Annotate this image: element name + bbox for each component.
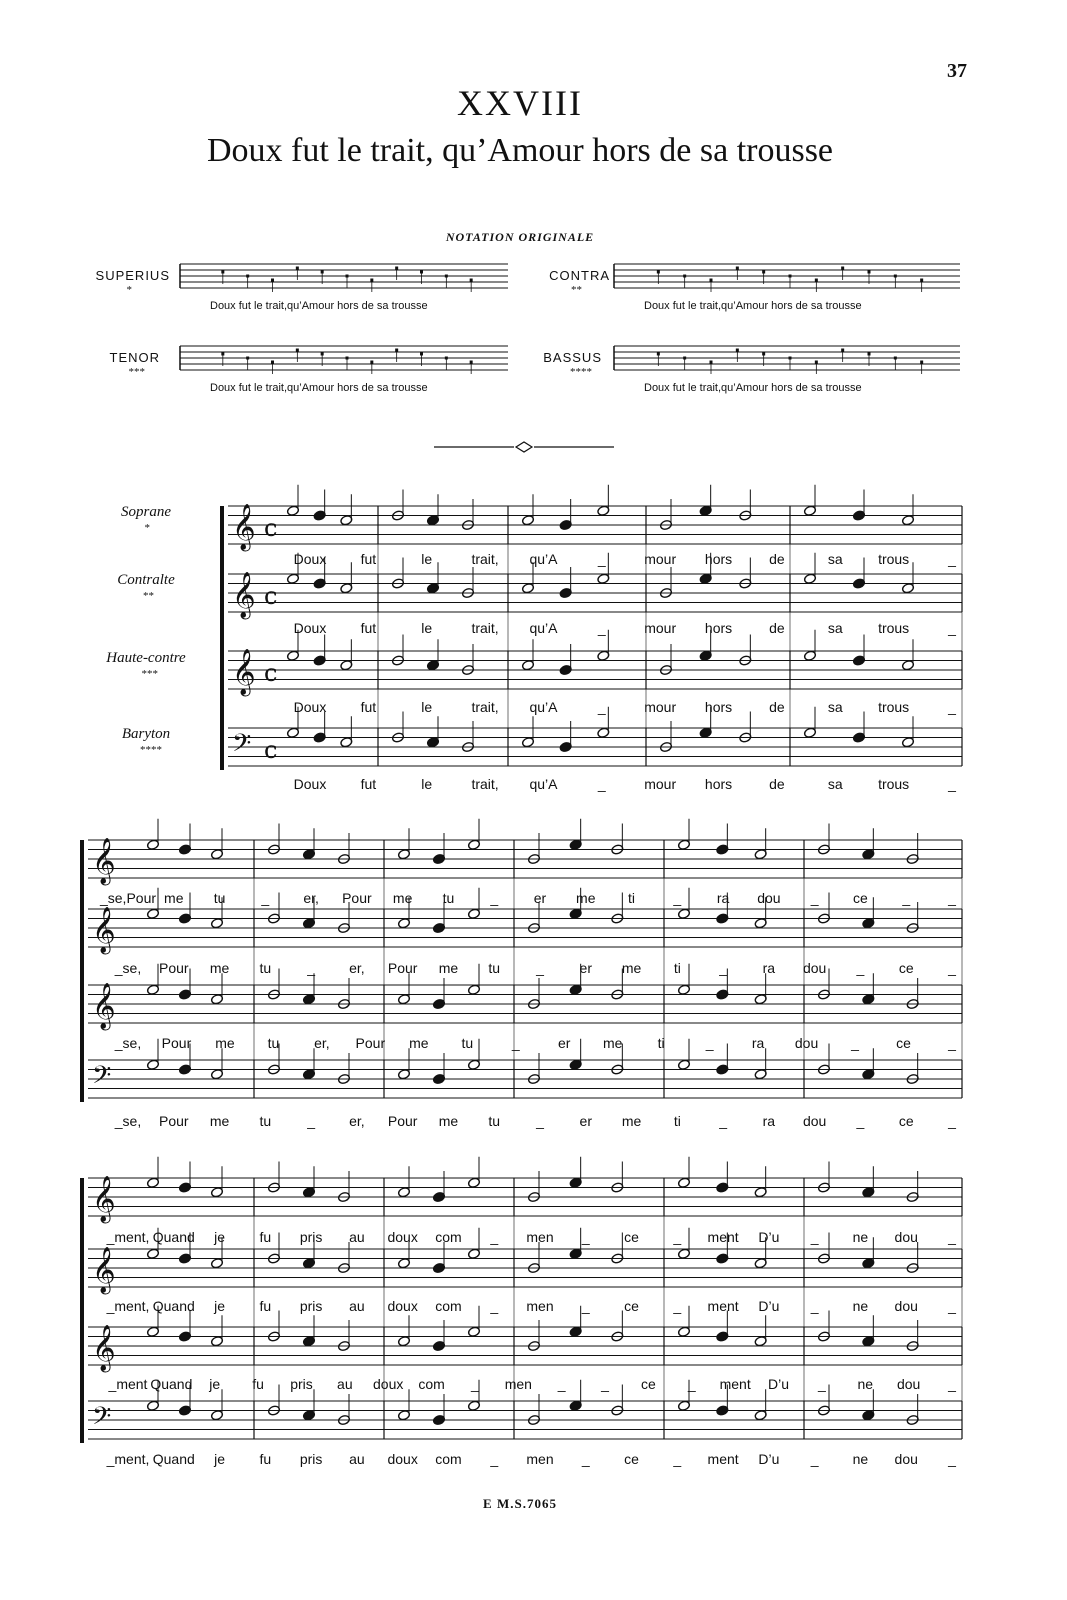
- page-number: 37: [947, 60, 967, 82]
- lyric-syllable: _: [581, 1298, 590, 1314]
- lyric-syllable: fu: [252, 1376, 264, 1392]
- lyric-syllable: hors: [704, 620, 733, 636]
- lyric-syllable: men: [526, 1298, 554, 1314]
- lyric-syllable: trous: [878, 620, 910, 636]
- lyric-syllable: tu: [213, 890, 226, 906]
- voice-stars-haute-contre: ***: [141, 668, 158, 680]
- incipit-stars-bassus: ****: [570, 366, 592, 378]
- lyric-syllable: _: [673, 1298, 682, 1314]
- time-signature: c: [264, 582, 278, 610]
- lyric-syllable: _: [581, 1451, 590, 1467]
- lyric-syllable: tu: [488, 960, 501, 976]
- lyric-syllable: _ment,: [106, 1298, 150, 1314]
- lyric-syllable: ce: [898, 960, 914, 976]
- lyric-syllable: _ment: [108, 1376, 148, 1392]
- lyric-syllable: Pour: [161, 1035, 192, 1051]
- lyric-syllable: Pour: [387, 1113, 418, 1129]
- voice-label-baryton: Baryton: [121, 726, 171, 742]
- lyric-syllable: hors: [704, 776, 733, 792]
- lyric-syllable: ment: [719, 1376, 751, 1392]
- lyric-syllable: _: [511, 1035, 520, 1051]
- lyric-syllable: er: [579, 960, 592, 976]
- lyric-syllable: me: [438, 1113, 459, 1129]
- lyric-syllable: au: [349, 1298, 365, 1314]
- lyric-syllable: pris: [290, 1376, 313, 1392]
- incipit-label-bassus: BASSUS: [543, 350, 602, 365]
- treble-clef: 𝄞: [92, 1247, 116, 1293]
- lyric-syllable: tu: [442, 890, 455, 906]
- lyric-syllable: ti: [673, 1113, 681, 1129]
- lyric-syllable: er,: [349, 960, 365, 976]
- incipit-stars-superius: *: [126, 284, 132, 296]
- incipit-label-tenor: TENOR: [109, 350, 160, 365]
- time-signature: c: [264, 736, 278, 764]
- lyric-syllable: mour: [644, 620, 677, 636]
- lyric-syllable: _: [948, 1113, 956, 1129]
- lyric-syllable: Doux: [293, 551, 327, 567]
- lyric-syllable: er: [533, 890, 547, 906]
- lyric-syllable: mour: [644, 776, 677, 792]
- lyric-syllable: _: [856, 1113, 865, 1129]
- treble-clef: 𝄞: [232, 504, 256, 550]
- lyric-syllable: _: [948, 620, 956, 636]
- lyric-syllable: _: [705, 1035, 714, 1051]
- lyric-syllable: er,: [314, 1035, 330, 1051]
- lyric-syllable: _ment,: [106, 1451, 150, 1467]
- lyric-syllable: trait,: [471, 551, 499, 567]
- lyric-syllable: _: [948, 699, 956, 715]
- lyric-syllable: _: [307, 960, 316, 976]
- voice-label-contralte: Contralte: [117, 572, 175, 588]
- lyric-syllable: dou: [794, 1035, 819, 1051]
- lyric-syllable: men: [526, 1451, 554, 1467]
- voice-label-haute-contre: Haute-contre: [106, 650, 186, 666]
- lyric-syllable: ti: [628, 890, 636, 906]
- publisher-code: E M.S.7065: [483, 1496, 557, 1511]
- lyric-syllable: mour: [644, 699, 677, 715]
- lyric-syllable: _: [597, 551, 606, 567]
- incipit-text-tenor: Doux fut le trait,qu’Amour hors de sa trousse: [210, 382, 428, 394]
- lyric-syllable: _se,: [114, 960, 142, 976]
- incipit-text-bassus: Doux fut le trait,qu’Amour hors de sa trousse: [644, 382, 862, 394]
- lyric-syllable: de: [769, 699, 785, 715]
- lyric-syllable: au: [349, 1229, 365, 1245]
- lyric-syllable: sa: [827, 551, 843, 567]
- lyric-syllable: com: [418, 1376, 445, 1392]
- lyric-syllable: _: [557, 1376, 566, 1392]
- lyric-syllable: doux: [387, 1451, 418, 1467]
- treble-clef: 𝄞: [232, 649, 256, 695]
- lyric-syllable: ra: [751, 1035, 765, 1051]
- lyric-syllable: ce: [896, 1035, 911, 1051]
- lyric-syllable: _: [810, 890, 819, 906]
- lyric-syllable: fut: [360, 776, 377, 792]
- lyric-syllable: pris: [299, 1451, 323, 1467]
- bass-clef: 𝄢: [92, 1061, 112, 1096]
- lyric-syllable: _: [856, 960, 865, 976]
- lyric-syllable: fu: [259, 1451, 272, 1467]
- lyric-syllable: ce: [624, 1451, 639, 1467]
- lyric-syllable: _: [810, 1229, 819, 1245]
- lyric-syllable: dou: [894, 1298, 918, 1314]
- lyric-syllable: me: [209, 960, 230, 976]
- incipit-text-contra: Doux fut le trait,qu’Amour hors de sa trousse: [644, 300, 862, 312]
- treble-clef: 𝄞: [92, 1176, 116, 1222]
- lyric-syllable: fut: [360, 551, 377, 567]
- lyric-syllable: Pour: [342, 890, 372, 906]
- lyric-syllable: fu: [259, 1298, 272, 1314]
- lyric-syllable: je: [214, 1298, 225, 1314]
- voice-label-soprane: Soprane: [121, 504, 171, 520]
- lyric-syllable: _: [902, 890, 911, 906]
- lyric-syllable: dou: [802, 960, 827, 976]
- lyric-syllable: je: [214, 1229, 225, 1245]
- lyric-syllable: ra: [762, 1113, 776, 1129]
- lyric-syllable: pris: [299, 1229, 323, 1245]
- lyric-syllable: dou: [894, 1229, 918, 1245]
- lyric-syllable: _: [673, 1229, 682, 1245]
- lyric-syllable: er: [558, 1035, 571, 1051]
- lyric-syllable: er: [579, 1113, 592, 1129]
- lyric-syllable: er,: [303, 890, 319, 906]
- lyric-syllable: _: [810, 1451, 819, 1467]
- lyric-syllable: _: [673, 890, 682, 906]
- piece-number: XXVIII: [457, 83, 583, 123]
- lyric-syllable: _: [307, 1113, 316, 1129]
- lyric-syllable: me: [621, 1113, 642, 1129]
- lyric-syllable: tu: [267, 1035, 280, 1051]
- lyric-syllable: com: [435, 1229, 462, 1245]
- lyric-syllable: ne: [852, 1451, 869, 1467]
- lyric-syllable: qu’A: [529, 776, 558, 792]
- lyric-syllable: _: [948, 960, 956, 976]
- lyric-syllable: fu: [259, 1229, 272, 1245]
- lyric-syllable: _: [536, 1113, 544, 1129]
- lyric-syllable: Quand: [152, 1298, 195, 1314]
- lyric-syllable: ra: [762, 960, 776, 976]
- lyric-syllable: sa: [827, 776, 843, 792]
- lyric-syllable: tu: [259, 1113, 272, 1129]
- lyric-syllable: de: [769, 551, 785, 567]
- treble-clef: 𝄞: [232, 572, 256, 618]
- lyric-syllable: dou: [896, 1376, 921, 1392]
- lyric-syllable: ce: [641, 1376, 656, 1392]
- piece-title: Doux fut le trait, qu’Amour hors de sa trousse: [206, 132, 834, 169]
- time-signature: c: [264, 514, 278, 542]
- lyric-syllable: _: [948, 1376, 956, 1392]
- lyric-syllable: le: [421, 551, 433, 567]
- lyric-syllable: _se,Pour: [99, 890, 157, 906]
- lyric-syllable: ne: [852, 1298, 869, 1314]
- lyric-syllable: au: [337, 1376, 353, 1392]
- lyric-syllable: D’u: [758, 1451, 780, 1467]
- lyric-syllable: dou: [802, 1113, 827, 1129]
- lyric-syllable: Doux: [293, 776, 327, 792]
- lyric-syllable: Quand: [152, 1229, 195, 1245]
- incipit-label-contra: CONTRA: [549, 268, 610, 283]
- lyric-syllable: au: [349, 1451, 365, 1467]
- lyric-syllable: com: [435, 1451, 462, 1467]
- lyric-syllable: doux: [387, 1298, 418, 1314]
- lyric-syllable: _: [687, 1376, 696, 1392]
- treble-clef: 𝄞: [92, 983, 116, 1029]
- lyric-syllable: _: [490, 890, 499, 906]
- lyric-syllable: Doux: [293, 699, 327, 715]
- lyric-syllable: _: [261, 890, 270, 906]
- lyric-syllable: qu’A: [529, 551, 558, 567]
- lyric-syllable: Pour: [158, 960, 189, 976]
- lyric-syllable: je: [209, 1376, 221, 1392]
- lyric-syllable: _: [948, 890, 956, 906]
- voice-stars-soprane: *: [144, 522, 150, 534]
- lyric-syllable: je: [214, 1451, 225, 1467]
- lyric-syllable: me: [215, 1035, 235, 1051]
- lyric-syllable: _: [817, 1376, 826, 1392]
- lyric-syllable: ce: [898, 1113, 914, 1129]
- treble-clef: 𝄞: [92, 1325, 116, 1371]
- incipit-text-superius: Doux fut le trait,qu’Amour hors de sa trousse: [210, 300, 428, 312]
- lyric-syllable: doux: [373, 1376, 404, 1392]
- lyric-syllable: de: [769, 776, 785, 792]
- lyric-syllable: ment: [707, 1451, 739, 1467]
- lyric-syllable: _: [948, 1035, 956, 1051]
- voice-stars-contralte: **: [143, 590, 154, 602]
- lyric-syllable: _: [581, 1229, 590, 1245]
- lyric-syllable: ti: [673, 960, 681, 976]
- incipit-label-superius: SUPERIUS: [95, 268, 170, 283]
- lyric-syllable: _: [490, 1229, 499, 1245]
- lyric-syllable: _: [673, 1451, 682, 1467]
- lyric-syllable: tu: [259, 960, 272, 976]
- lyric-syllable: D’u: [758, 1298, 780, 1314]
- lyric-syllable: fut: [360, 699, 377, 715]
- lyric-syllable: ti: [657, 1035, 665, 1051]
- lyric-syllable: trait,: [471, 620, 499, 636]
- lyric-syllable: _: [597, 620, 606, 636]
- lyric-syllable: ce: [624, 1298, 639, 1314]
- lyric-syllable: men: [504, 1376, 532, 1392]
- lyric-syllable: _: [597, 699, 606, 715]
- lyric-syllable: trous: [878, 551, 910, 567]
- lyric-syllable: Doux: [293, 620, 327, 636]
- lyric-syllable: _: [948, 1229, 956, 1245]
- lyric-syllable: ne: [852, 1229, 869, 1245]
- lyric-syllable: dou: [757, 890, 781, 906]
- lyric-syllable: Quand: [150, 1376, 193, 1392]
- notation-heading: NOTATION ORIGINALE: [445, 230, 595, 244]
- lyric-syllable: mour: [644, 551, 677, 567]
- lyric-syllable: fut: [360, 620, 377, 636]
- lyric-syllable: _se,: [114, 1035, 142, 1051]
- incipit-stars-tenor: ***: [128, 366, 145, 378]
- lyric-syllable: _se,: [114, 1113, 142, 1129]
- lyric-syllable: _: [719, 960, 728, 976]
- lyric-syllable: ment: [707, 1298, 739, 1314]
- lyric-syllable: Pour: [355, 1035, 386, 1051]
- lyric-syllable: hors: [704, 551, 733, 567]
- lyric-syllable: ra: [716, 890, 730, 906]
- lyric-syllable: le: [421, 699, 433, 715]
- lyric-syllable: D’u: [758, 1229, 780, 1245]
- lyric-syllable: me: [438, 960, 459, 976]
- lyric-syllable: _: [490, 1298, 499, 1314]
- lyric-syllable: Pour: [158, 1113, 189, 1129]
- lyric-syllable: Quand: [152, 1451, 195, 1467]
- lyric-syllable: _: [471, 1376, 479, 1392]
- lyric-syllable: le: [421, 620, 433, 636]
- lyric-syllable: _: [490, 1451, 499, 1467]
- time-signature: c: [264, 659, 278, 687]
- lyric-syllable: me: [602, 1035, 623, 1051]
- lyric-syllable: trait,: [471, 699, 499, 715]
- lyric-syllable: trous: [878, 699, 910, 715]
- lyric-syllable: qu’A: [529, 699, 558, 715]
- lyric-syllable: me: [392, 890, 413, 906]
- lyric-syllable: _: [948, 1451, 956, 1467]
- lyric-syllable: qu’A: [529, 620, 558, 636]
- lyric-syllable: me: [209, 1113, 230, 1129]
- lyric-syllable: sa: [827, 620, 843, 636]
- lyric-syllable: _: [597, 776, 606, 792]
- lyric-syllable: men: [526, 1229, 554, 1245]
- lyric-syllable: D’u: [768, 1376, 790, 1392]
- voice-stars-baryton: ****: [140, 744, 162, 756]
- lyric-syllable: _: [810, 1298, 819, 1314]
- lyric-syllable: de: [769, 620, 785, 636]
- lyric-syllable: _: [948, 551, 956, 567]
- lyric-syllable: hors: [704, 699, 733, 715]
- lyric-syllable: me: [576, 890, 596, 906]
- lyric-syllable: pris: [299, 1298, 323, 1314]
- lyric-syllable: er,: [349, 1113, 365, 1129]
- incipit-stars-contra: **: [571, 284, 582, 296]
- lyric-syllable: _: [719, 1113, 728, 1129]
- lyric-syllable: doux: [387, 1229, 418, 1245]
- lyric-syllable: dou: [894, 1451, 918, 1467]
- lyric-syllable: ne: [857, 1376, 874, 1392]
- treble-clef: 𝄞: [92, 838, 116, 884]
- lyric-syllable: le: [421, 776, 433, 792]
- lyric-syllable: trous: [878, 776, 910, 792]
- lyric-syllable: ce: [624, 1229, 639, 1245]
- lyric-syllable: com: [435, 1298, 462, 1314]
- bass-clef: 𝄢: [92, 1402, 112, 1437]
- lyric-syllable: _ment,: [106, 1229, 150, 1245]
- treble-clef: 𝄞: [92, 907, 116, 953]
- lyric-syllable: _: [851, 1035, 859, 1051]
- lyric-syllable: _: [948, 1298, 956, 1314]
- lyric-syllable: _: [536, 960, 544, 976]
- lyric-syllable: Pour: [387, 960, 418, 976]
- lyric-syllable: me: [409, 1035, 429, 1051]
- lyric-syllable: sa: [827, 699, 843, 715]
- lyric-syllable: _: [948, 776, 956, 792]
- lyric-syllable: ment: [707, 1229, 739, 1245]
- lyric-syllable: tu: [461, 1035, 474, 1051]
- lyric-syllable: tu: [488, 1113, 501, 1129]
- lyric-syllable: trait,: [471, 776, 499, 792]
- bass-clef: 𝄢: [232, 729, 252, 764]
- lyric-syllable: me: [164, 890, 184, 906]
- lyric-syllable: ce: [853, 890, 868, 906]
- lyric-syllable: _: [601, 1376, 609, 1392]
- lyric-syllable: me: [621, 960, 642, 976]
